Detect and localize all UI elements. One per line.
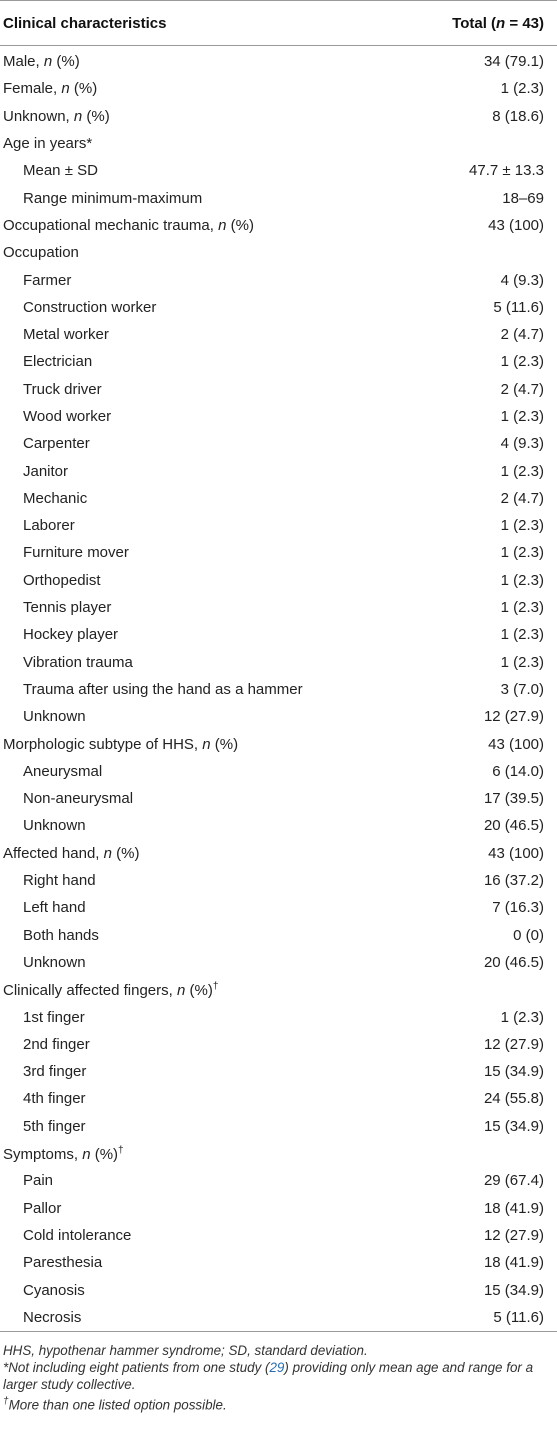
row-value: 1 (2.3): [500, 571, 544, 589]
table-row: [0, 239, 557, 266]
row-label: Furniture mover: [23, 544, 129, 562]
row-label: Left hand: [23, 899, 86, 917]
table-row: [0, 212, 557, 239]
table-row: [0, 649, 557, 676]
row-value: 4 (9.3): [500, 271, 544, 289]
row-value: 43 (100): [488, 216, 544, 234]
row-value: 24 (55.8): [483, 1090, 544, 1108]
table-row: [0, 676, 557, 703]
footnote-age: *Not including eight patients from one study (29) providing only mean age and range for a larger study collective.: [3, 1359, 534, 1392]
row-label: Male, n (%): [3, 53, 80, 71]
table-row: [0, 1085, 557, 1112]
row-label: Trauma after using the hand as a hammer: [23, 680, 303, 698]
row-value: 5 (11.6): [493, 298, 544, 316]
row-label: Mean ± SD: [23, 162, 98, 180]
row-value: 15 (34.9): [483, 1117, 544, 1135]
row-value: 0 (0): [513, 926, 544, 944]
row-label: Clinically affected fingers, n (%)†: [3, 980, 219, 999]
table-row: [0, 512, 557, 539]
table-row: [0, 485, 557, 512]
table-row: [0, 949, 557, 976]
table-footnotes: [0, 1332, 557, 1413]
table-row: [0, 1304, 557, 1331]
row-label: Mechanic: [23, 489, 88, 507]
row-label: Unknown: [23, 708, 86, 726]
row-value: 1 (2.3): [500, 1008, 544, 1026]
row-value: 16 (37.2): [483, 872, 544, 890]
table-row: [0, 403, 557, 430]
row-label: Orthopedist: [23, 571, 101, 589]
row-label: Tennis player: [23, 599, 112, 617]
table-row: [0, 157, 557, 184]
table-row: [0, 321, 557, 348]
table-row: [0, 894, 557, 921]
row-label: Truck driver: [23, 380, 102, 398]
row-value: 34 (79.1): [483, 53, 544, 71]
table-row: [0, 1249, 557, 1276]
row-label: Carpenter: [23, 435, 90, 453]
table-row: [0, 75, 557, 102]
table-row: [0, 266, 557, 293]
table-row: [0, 758, 557, 785]
table-row: [0, 130, 557, 157]
row-value: 12 (27.9): [483, 708, 544, 726]
row-label: Occupation: [3, 244, 79, 262]
row-value: 43 (100): [488, 844, 544, 862]
row-label: Farmer: [23, 271, 72, 289]
row-value: 20 (46.5): [483, 817, 544, 835]
table-row: [0, 594, 557, 621]
table-row: [0, 1222, 557, 1249]
row-value: 1 (2.3): [500, 353, 544, 371]
row-label: Age in years*: [3, 135, 93, 153]
row-value: 6 (14.0): [492, 762, 544, 780]
table-row: [0, 1276, 557, 1303]
row-value: 7 (16.3): [492, 899, 544, 917]
table-row: [0, 1194, 557, 1221]
table-row: [0, 567, 557, 594]
footnote-dagger: †More than one listed option possible.: [3, 1395, 227, 1413]
row-label: Cyanosis: [23, 1281, 85, 1299]
row-value: 1 (2.3): [500, 408, 544, 425]
row-value: 8 (18.6): [492, 107, 544, 125]
row-label: 1st finger: [23, 1008, 85, 1026]
row-value: 2 (4.7): [500, 326, 544, 344]
row-label: 3rd finger: [23, 1063, 87, 1081]
row-label: Symptoms, n (%)†: [3, 1144, 124, 1163]
row-label: Range minimum-maximum: [23, 189, 203, 207]
table-body: [0, 46, 557, 1331]
row-label: Occupational mechanic trauma, n (%): [3, 216, 254, 234]
row-label: Morphologic subtype of HHS, n (%): [3, 735, 239, 753]
table-row: [0, 785, 557, 812]
row-label: Female, n (%): [3, 80, 98, 98]
table-row: [0, 48, 557, 75]
row-value: 1 (2.3): [500, 626, 544, 644]
row-label: Pallor: [23, 1199, 62, 1217]
row-value: 1 (2.3): [500, 80, 544, 98]
row-label: Right hand: [23, 872, 96, 890]
row-label: Unknown, n (%): [3, 107, 110, 125]
row-label: Non-aneurysmal: [23, 790, 134, 808]
row-value: 4 (9.3): [500, 435, 544, 453]
table-header: [0, 1, 557, 45]
table-row: [0, 294, 557, 321]
table-row: [0, 1113, 557, 1140]
row-value: 18 (41.9): [483, 1254, 544, 1272]
row-label: Wood worker: [23, 408, 112, 425]
table-row: [0, 840, 557, 867]
table-row: [0, 103, 557, 130]
row-value: 1 (2.3): [500, 462, 544, 480]
row-label: Electrician: [23, 353, 93, 371]
row-value: 1 (2.3): [500, 653, 544, 671]
table-row: [0, 1031, 557, 1058]
row-value: 18 (41.9): [483, 1199, 544, 1217]
row-value: 12 (27.9): [483, 1226, 544, 1244]
citation-link[interactable]: 29: [269, 1359, 285, 1375]
table-row: [0, 539, 557, 566]
row-value: 1 (2.3): [500, 544, 544, 562]
row-label: Unknown: [23, 953, 86, 971]
row-label: 5th finger: [23, 1117, 86, 1135]
row-value: 47.7 ± 13.3: [469, 162, 544, 180]
row-value: 5 (11.6): [493, 1308, 544, 1326]
row-value: 15 (34.9): [483, 1281, 544, 1299]
row-label: Paresthesia: [23, 1254, 103, 1272]
row-label: Both hands: [23, 926, 99, 944]
row-label: Affected hand, n (%): [3, 844, 140, 862]
table-row: [0, 621, 557, 648]
table-row: [0, 1140, 557, 1167]
row-label: Unknown: [23, 817, 86, 835]
row-value: 17 (39.5): [483, 790, 544, 808]
row-label: Hockey player: [23, 626, 119, 644]
row-label: 4th finger: [23, 1090, 86, 1108]
table-row: [0, 730, 557, 757]
row-value: 20 (46.5): [483, 953, 544, 971]
row-value: 43 (100): [488, 735, 544, 753]
header-total: Total (n = 43): [452, 14, 544, 32]
table-row: [0, 703, 557, 730]
row-label: Metal worker: [23, 326, 109, 344]
row-value: 15 (34.9): [483, 1063, 544, 1081]
row-label: Cold intolerance: [23, 1226, 132, 1244]
row-value: 1 (2.3): [500, 599, 544, 617]
row-value: 12 (27.9): [483, 1035, 544, 1053]
table-row: [0, 1058, 557, 1085]
row-label: Pain: [23, 1172, 54, 1190]
row-value: 18–69: [502, 189, 544, 207]
table-row: [0, 922, 557, 949]
table-row: [0, 867, 557, 894]
row-label: Laborer: [23, 517, 75, 535]
table-row: [0, 348, 557, 375]
row-label: Necrosis: [23, 1308, 82, 1326]
row-value: 2 (4.7): [500, 489, 544, 507]
table-row: [0, 976, 557, 1003]
table-row: [0, 430, 557, 457]
table-row: [0, 457, 557, 484]
row-value: 3 (7.0): [500, 680, 544, 698]
row-label: Construction worker: [23, 298, 157, 316]
table-row: [0, 812, 557, 839]
row-label: Janitor: [23, 462, 69, 480]
table-row: [0, 1003, 557, 1030]
row-label: 2nd finger: [23, 1035, 90, 1053]
table-row: [0, 184, 557, 211]
row-label: Aneurysmal: [23, 762, 103, 780]
row-value: 2 (4.7): [500, 380, 544, 398]
row-label: Vibration trauma: [23, 653, 133, 671]
header-characteristics: Clinical characteristics: [3, 14, 167, 32]
table-row: [0, 376, 557, 403]
footnote-abbreviations: HHS, hypothenar hammer syndrome; SD, standard deviation.: [3, 1342, 368, 1358]
row-value: 29 (67.4): [483, 1172, 544, 1190]
table-row: [0, 1167, 557, 1194]
row-value: 1 (2.3): [500, 517, 544, 535]
